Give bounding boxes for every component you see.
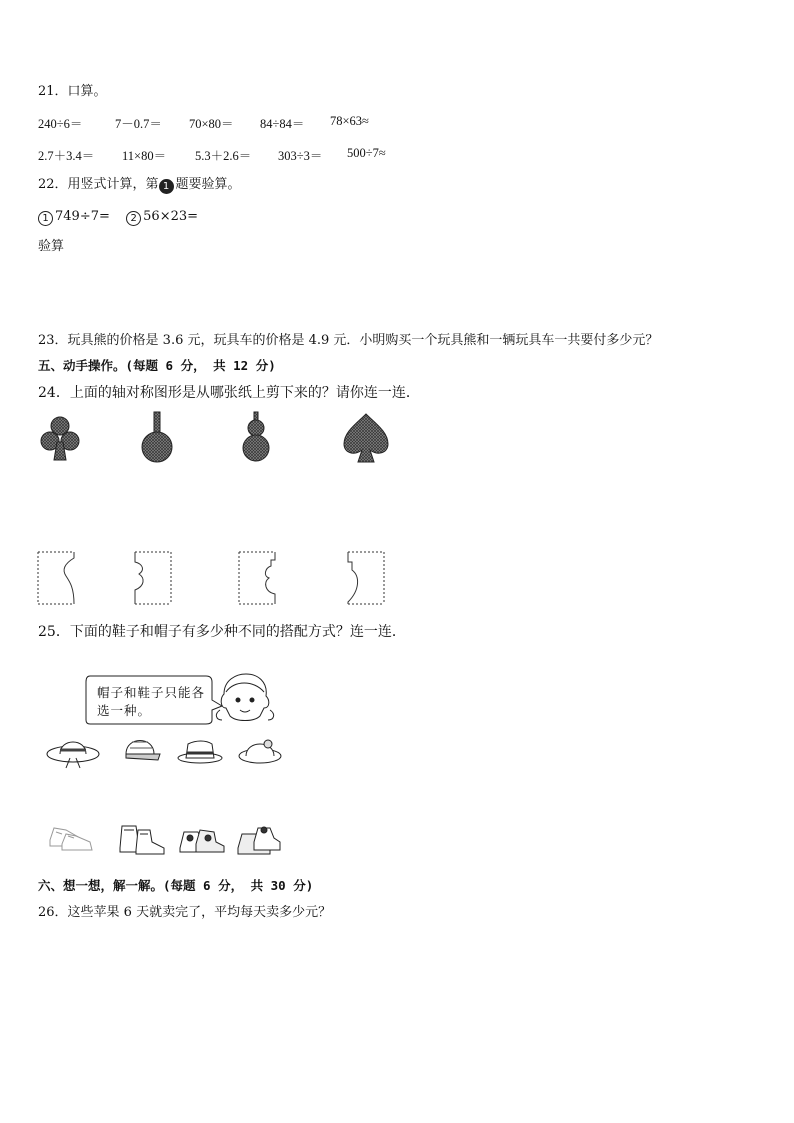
q23-text: 23．玩具熊的价格是 3.6 元，玩具车的价格是 4.9 元．小明购买一个玩具熊和一辆玩具车一共要付多少元？ bbox=[38, 333, 659, 348]
q24-shapes-row bbox=[30, 410, 410, 470]
calc-expr: 303÷3＝ bbox=[278, 149, 323, 163]
q21-title: 21．口算。 bbox=[38, 84, 107, 99]
hiking-shoes-icon bbox=[180, 830, 224, 852]
boots-icon bbox=[120, 826, 164, 854]
q22-check-label: 验算 bbox=[38, 239, 65, 254]
calc-expr: 240÷6＝ bbox=[38, 117, 83, 131]
section5-heading: 五、动手操作。(每题 6 分， 共 12 分) bbox=[38, 358, 276, 373]
calc-expr: 5.3＋2.6＝ bbox=[195, 149, 252, 163]
calc-expr: 84÷84＝ bbox=[260, 117, 305, 131]
paper-a bbox=[38, 552, 74, 604]
shoes-row bbox=[40, 816, 290, 860]
q24-papers-row bbox=[30, 548, 410, 610]
kids-shoes-icon bbox=[238, 827, 280, 854]
flower-hat-icon bbox=[239, 740, 281, 763]
cap-icon bbox=[126, 741, 160, 761]
sneakers-icon bbox=[50, 828, 92, 850]
calc-expr: 70×80＝ bbox=[189, 117, 234, 131]
fedora-hat-icon bbox=[178, 741, 222, 763]
q22-title bbox=[38, 176, 241, 194]
calc-expr: 7－0.7＝ bbox=[115, 117, 162, 131]
circled-one-icon: 1 bbox=[38, 211, 53, 226]
calc-expr: 2.7＋3.4＝ bbox=[38, 149, 95, 163]
q25-text: 25．下面的鞋子和帽子有多少种不同的搭配方式？连一连． bbox=[38, 624, 406, 640]
paper-b bbox=[135, 552, 171, 604]
q22-title-a: 22．用竖式计算，第 bbox=[38, 177, 159, 192]
girl-icon bbox=[216, 674, 273, 721]
speech-bubble-text: 帽子和鞋子只能各选一种。 bbox=[97, 685, 206, 718]
q22-expr2: 56×23= bbox=[143, 209, 199, 224]
sun-hat-icon bbox=[47, 742, 99, 768]
club-shape bbox=[41, 417, 79, 460]
q26-text: 26．这些苹果 6 天就卖完了，平均每天卖多少元？ bbox=[38, 905, 332, 920]
circled-two-icon: 2 bbox=[126, 211, 141, 226]
spade-shape bbox=[344, 414, 388, 462]
q22-title-b: 题要验算。 bbox=[175, 177, 241, 192]
stick-ball-shape bbox=[142, 412, 172, 462]
q24-text: 24．上面的轴对称图形是从哪张纸上剪下来的？请你连一连． bbox=[38, 385, 420, 401]
calc-expr: 500÷7≈ bbox=[347, 146, 386, 160]
circled-one-icon: 1 bbox=[159, 179, 174, 194]
calc-expr: 11×80＝ bbox=[122, 149, 167, 163]
paper-d bbox=[348, 552, 384, 604]
section6-heading: 六、想一想，解一解。(每题 6 分， 共 30 分) bbox=[38, 878, 314, 893]
gourd-shape bbox=[243, 412, 269, 461]
calc-expr: 78×63≈ bbox=[330, 114, 369, 128]
hats-row bbox=[40, 728, 290, 774]
q22-expr1: 749÷7= bbox=[55, 209, 110, 224]
paper-c bbox=[239, 552, 275, 604]
q22-exprs bbox=[38, 208, 198, 226]
